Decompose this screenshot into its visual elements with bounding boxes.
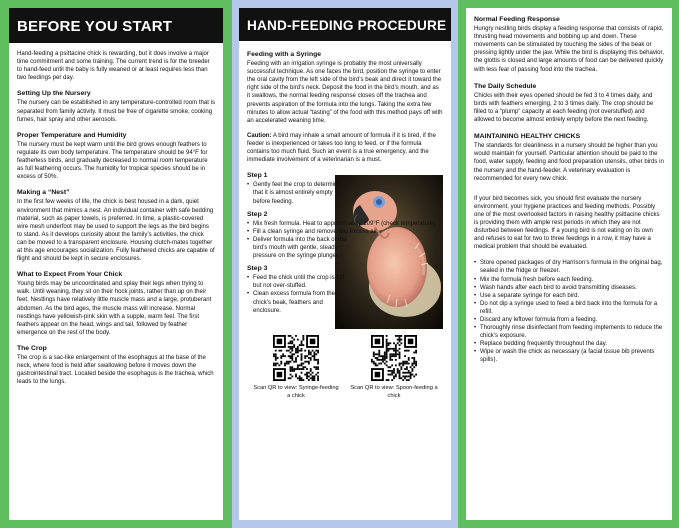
panel-before-you-start [0, 0, 232, 528]
section-text: In the first few weeks of life, the chick is best housed in a dark, quiet environment that mimics a nest. An individual container with safe bedding material, such as paper towels, is preferred. In time, a plastic-covered wire mesh underfoot may be used to support the legs as the bird begins to stand. As it develops curiosity about the family’s activities, the chick can be moved to a transparent enclosure. Housing clutch-mates together at this age encourages socialization. Fully feathered chicks are capable of flight and should be kept in secure enclosures. [17, 199, 215, 263]
panel-title: HAND-FEEDING PROCEDURE [239, 8, 451, 41]
caution-paragraph [247, 132, 443, 164]
step-item: • Feed the chick until the crop is full but not over-stuffed. [247, 274, 347, 290]
tip-item: • Do not dip a syringe used to feed a bird back into the formula for a refill. [474, 300, 664, 316]
step-item: • Deliver formula into the back of the bird’s mouth with gentle, steady pressure on the syringe plunger. [247, 236, 347, 260]
panel-content [466, 8, 672, 520]
step-list [247, 220, 436, 260]
qr-code-icon[interactable] [273, 335, 319, 381]
tip-item: • Store opened packages of dry Harrison’s formula in the original bag, sealed in the fridge or freezer. [474, 259, 664, 275]
tips-list [474, 259, 664, 364]
section-heading: What to Expect From Your Chick [17, 271, 123, 279]
tip-item: • Discard any leftover formula from a feeding. [474, 316, 664, 324]
section-heading: MAINTAINING HEALTHY CHICKS [474, 133, 581, 141]
chick-photo [335, 175, 443, 329]
panel-healthy-chicks [458, 0, 679, 528]
step-list [247, 274, 347, 314]
section-text: Young birds may be uncoordinated and splay their legs when trying to walk. Until weaning, they sit on their hock joints, rather than up on their feet. Nestlings have relatively little muscle mass and a large, protuberant abdomen. As the bird ages, the muscle mass will increase. Normal nestlings have yellowish-pink skin with a supple, warm feel. The first feathers appear on the head, wings and tail, followed by feather emergence on the rest of the body. [17, 281, 212, 336]
qr-syringe[interactable] [251, 335, 341, 400]
section-heading: The Crop [17, 344, 47, 352]
panel-content [239, 8, 451, 520]
panel-body [239, 41, 451, 400]
step-heading: Step 1 [247, 172, 268, 180]
panel-body [9, 43, 223, 386]
step-item: • Mix fresh formula. Heat to approximately 109°F (check temperature) [247, 220, 437, 228]
response-text: Hungry nestling birds display a feeding response that consists of rapid, thrusting head movements and bobbing up and down. These movements can be stimulated by touching the sides of the beak or pressing lightly under the jaw. While the bird is displaying this behavior, the glottis is closed and large amounts of food can be delivered quickly with less fear of passing food into the trachea. [474, 26, 664, 73]
section-text: The nursery must be kept warm until the bird grows enough feathers to regulate its own body temperature. The temperature should be 94°F for featherless birds, and gradually decreased to normal room temperature as full feathering occurs. The humidity for tropical species should be in excess of 50%. [17, 141, 208, 181]
section-heading: Normal Feeding Response [474, 16, 560, 23]
step-heading: Step 3 [247, 265, 268, 273]
steps-area [247, 171, 443, 321]
tip-item: • Use a separate syringe for each bird. [474, 292, 664, 300]
steps-column [247, 171, 436, 315]
tip-item: • Thoroughly rinse disinfectant from feeding implements to reduce the chick’s exposure. [474, 324, 664, 340]
qr-row [247, 335, 443, 400]
section-heading: Feeding with a Syringe [247, 51, 322, 58]
step-list [247, 181, 347, 205]
section-heading: The Daily Schedule [474, 82, 537, 90]
tip-item: • Wipe or wash the chick as necessary (a facial tissue bib prevents spills). [474, 348, 664, 364]
step-heading: Step 2 [247, 210, 268, 218]
intro-text: Hand-feeding a psittacine chick is rewarding, but it does involve a major time commitment and some training. The current trend is for the breeder to hand-feed until the baby is fully weaned or at least requires less than two feedings per day. [17, 51, 210, 82]
section-heading: Proper Temperature and Humidity [17, 131, 127, 139]
sick-text: If your bird becomes sick, you should first evaluate the nursery environment, your hygiene practices and feeding methods. Possibly one of the most overlooked factors in raising healthy psittacine chicks is providing them with ample rest periods in which they are not disturbed between feedings. If a young bird is not eating on its own and refuses to eat for two to three feedings in a row, it may have a medical problem that should be evaluated. [474, 195, 660, 251]
step-item: • Gently feel the crop to determine that it is almost entirely empty before feeding. [247, 181, 347, 205]
tip-item: • Replace bedding frequently throughout the day. [474, 340, 664, 348]
tip-item: • Wash hands after each bird to avoid transmitting diseases. [474, 284, 664, 292]
caution-label: Caution: [247, 132, 272, 139]
section-text: The nursery can be established in any temperature-controlled room that is separated from family activity. It must be free of cigarette smoke, cooking fumes, hair spray and other aerosols. [17, 100, 215, 123]
panel-title: BEFORE YOU START [9, 8, 223, 43]
panel-hand-feeding [232, 0, 458, 528]
section-heading: Setting Up the Nursery [17, 90, 91, 98]
qr-spoon[interactable] [349, 335, 439, 400]
step-item: • Fill a clean syringe and remove any excess air. [247, 228, 437, 236]
section-text: The crop is a sac-like enlargement of the esophagus at the base of the neck, where food is held after swallowing before it moves down the gastrointestinal tract. Located beside the esophagus is the trachea, which leads to the lungs. [17, 355, 214, 386]
panel-content [9, 8, 223, 520]
tip-item: • Mix the formula fresh before each feeding. [474, 276, 664, 284]
syringe-text: Feeding with an irrigation syringe is probably the most universally successful technique. As one faces the bird, position the syringe to enter the oral cavity from the left side of the bird’s beak and direct it toward the right side of the bird’s neck. Deposit the food in the bird’s mouth, and as it swallows, the normal feeding response closes off the trachea and prevents aspiration of the formula into the lungs. Taking the extra few minutes to allow actual “tasting” of the food with this method pays off with an accelerated weaning time. [247, 61, 443, 124]
qr-code-icon[interactable] [371, 335, 417, 381]
section-heading: Making a “Nest” [17, 189, 70, 197]
caution-text: A bird may inhale a small amount of formula if it is tired, if the feeder is inexperienced or takes too long to feed, or if the formula contains too much fluid. Such an event is a true emergency, and the immediate involvement of a veterinarian is a must. [247, 132, 436, 164]
qr-caption: Scan QR to view: Spoon-feeding a chick [350, 385, 438, 399]
qr-caption: Scan QR to view: Syringe-feeding a chick [253, 385, 339, 399]
health-text: The standards for cleanliness in a nursery should be higher than you would maintain for yourself. Particular attention should be paid to the food, water supply, feeding and food preparation utensils, other birds in the nursery and the hand-feeder. A veterinary evaluation is recommended for every new chick. [474, 143, 664, 182]
schedule-text: Chicks with their eyes opened should be fed 3 to 4 times daily, and birds with feathers emerging, 2 to 3 times daily. The crop should be filled to a “plump” capacity at each feeding (not overstuffed) and allowed to become almost entirely empty before the next feeding. [474, 92, 654, 124]
step-item: • Clean excess formula from the chick’s beak, feathers and enclosure. [247, 290, 347, 314]
